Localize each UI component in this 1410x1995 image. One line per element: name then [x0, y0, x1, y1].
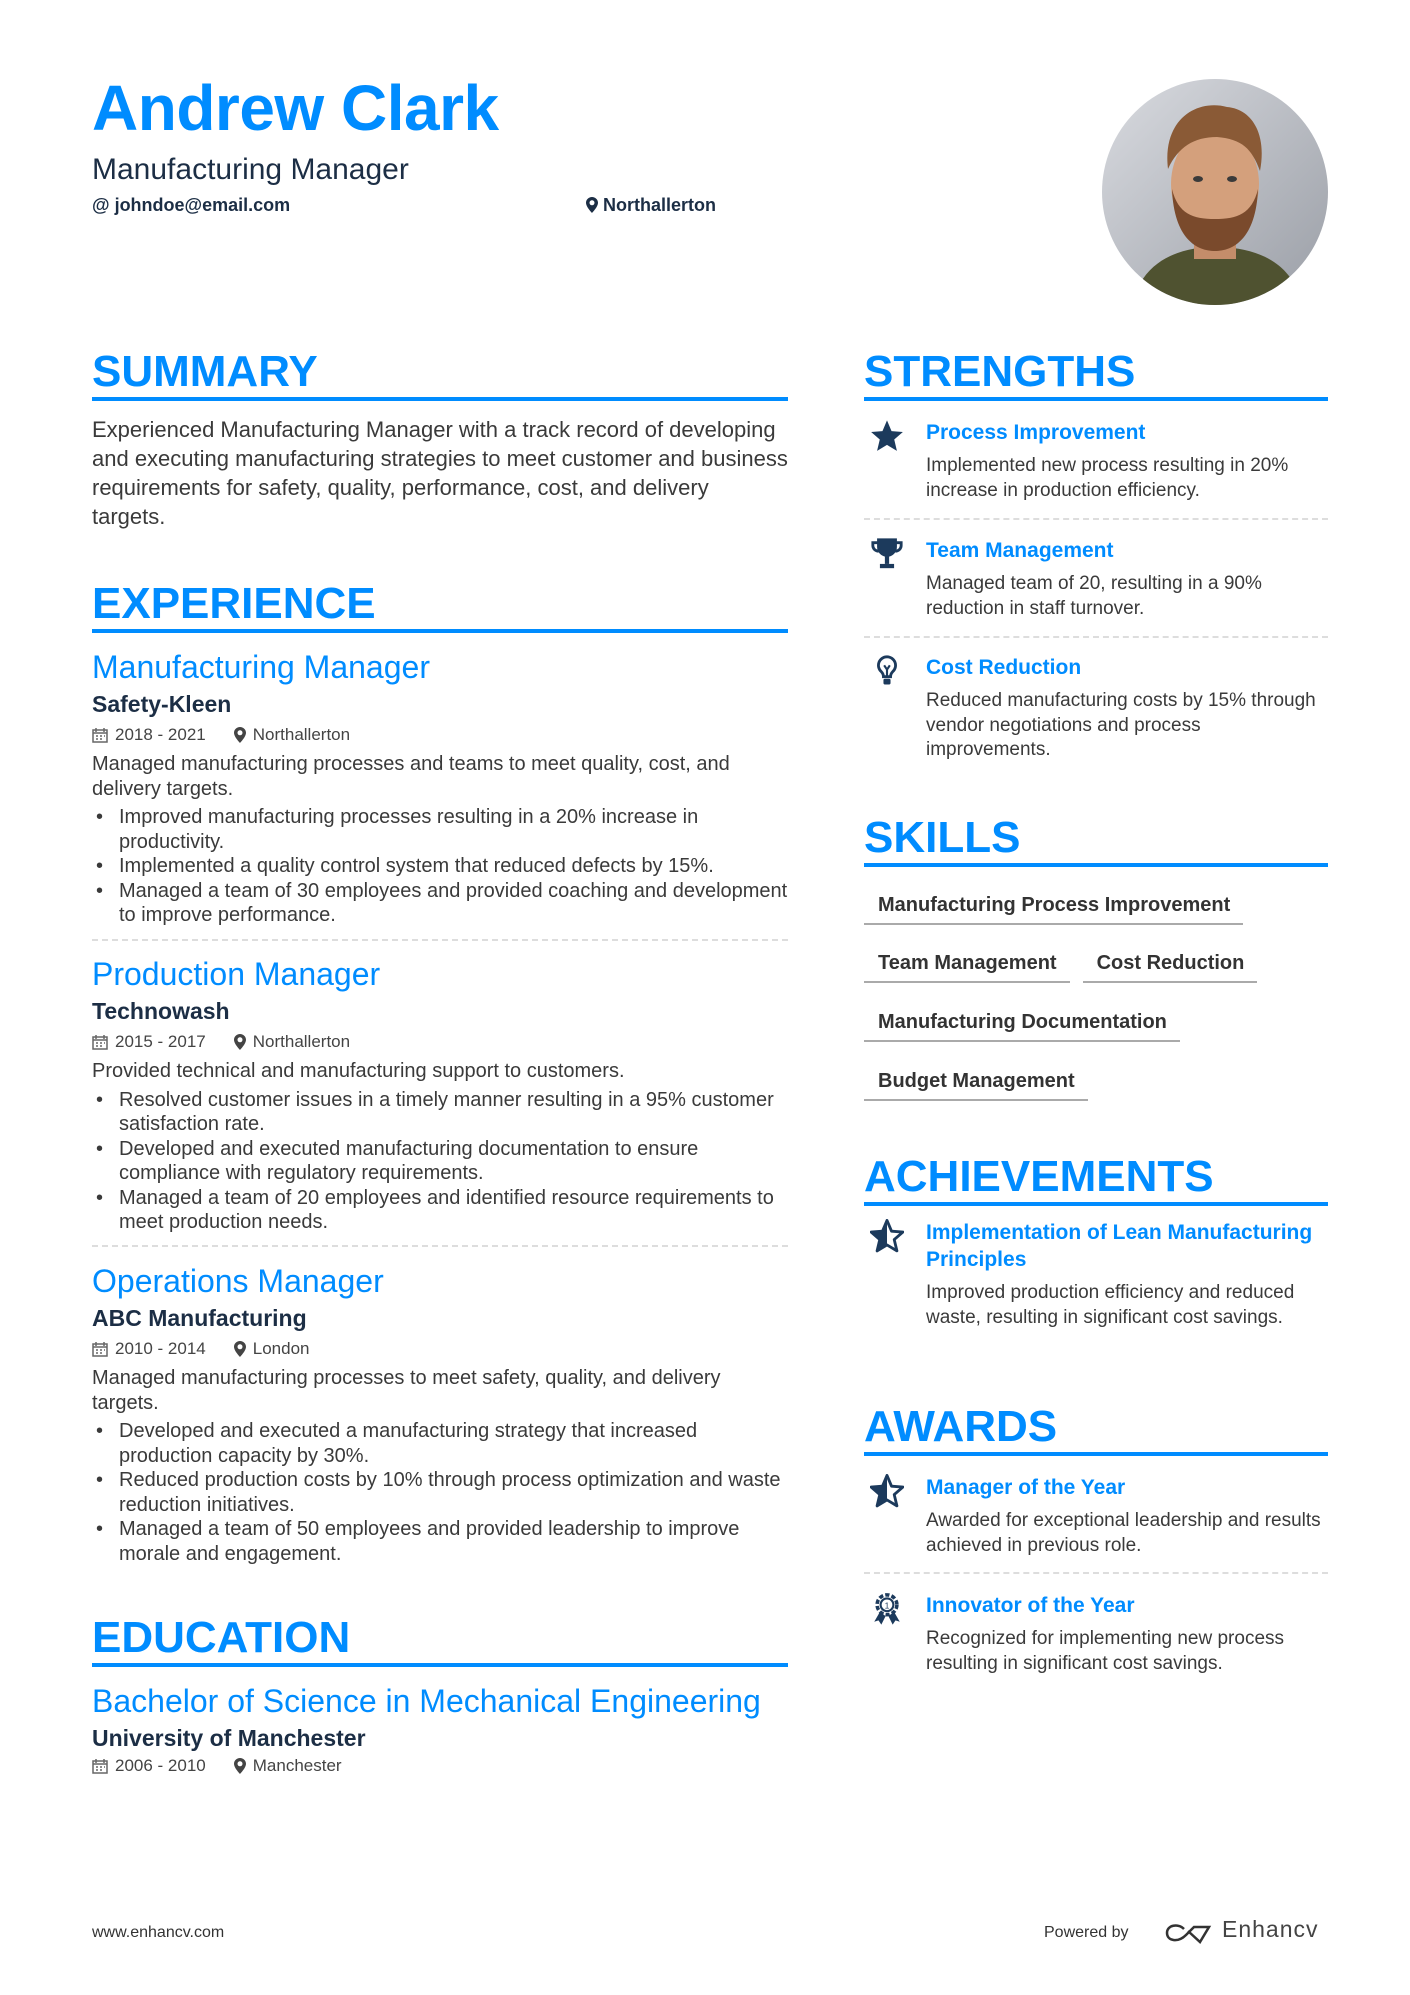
skills-row [864, 1009, 1180, 1042]
company-name: Safety-Kleen [92, 691, 232, 717]
bullet-item: • Developed and executed a manufacturing strategy that increased production capacity by 30%. [92, 1419, 788, 1468]
strengths-section [864, 347, 1328, 401]
skill-tag: Cost Reduction [1083, 950, 1258, 983]
website-link[interactable]: www.enhancv.com [92, 1924, 225, 1941]
strength-item-title: Team Management [926, 539, 1114, 562]
job-dates: 2015 - 2017 [115, 1032, 206, 1051]
job-entry [92, 954, 788, 1235]
bullet-item: • Managed a team of 50 employees and provided leadership to improve morale and engagement. [92, 1517, 788, 1566]
job-bullets [92, 1088, 788, 1235]
location-pin-icon [234, 1341, 246, 1357]
job-bullets [92, 805, 788, 928]
job-description: Managed manufacturing processes to meet safety, quality, and delivery targets. [92, 1367, 721, 1414]
divider [864, 1572, 1328, 1574]
at-icon: @ [92, 195, 110, 215]
awards-section [864, 1402, 1328, 1456]
skills-row [864, 1068, 1088, 1101]
location-pin-icon [234, 727, 246, 743]
location-pin-icon [234, 1034, 246, 1050]
summary-text: Experienced Manufacturing Manager with a track record of developing and executing manufacturing strategies to meet customer and business requirements for safety, quality, performance, cost, and delivery targets. [92, 417, 788, 529]
award-item-title: Innovator of the Year [926, 1594, 1135, 1617]
calendar-icon [92, 1034, 108, 1050]
strength-item-description: Implemented new process resulting in 20% increase in production efficiency. [926, 455, 1289, 501]
skill-tag: Team Management [864, 950, 1070, 983]
achievement-item-description: Improved production efficiency and reduced waste, resulting in significant cost savings. [926, 1282, 1295, 1328]
job-meta [92, 1336, 788, 1362]
bullet-item: • Resolved customer issues in a timely manner resulting in a 95% customer satisfaction rate. [92, 1088, 788, 1137]
achievement-item [864, 1219, 1328, 1330]
strengths-heading: STRENGTHS [864, 347, 1328, 401]
skill-tag: Manufacturing Process Improvement [864, 892, 1243, 925]
job-meta [92, 1029, 788, 1055]
company-name: Technowash [92, 998, 230, 1024]
skills-heading: SKILLS [864, 813, 1328, 867]
bullet-item: • Developed and executed manufacturing documentation to ensure compliance with regulatory requirements. [92, 1137, 788, 1186]
location-pin-icon [234, 1758, 246, 1774]
education-location: Manchester [252, 1756, 342, 1775]
job-dates: 2018 - 2021 [115, 725, 206, 744]
job-entry [92, 1261, 788, 1566]
location-text: Northallerton [603, 195, 717, 215]
strength-item [864, 419, 1328, 503]
job-location: London [252, 1339, 310, 1358]
job-entry [92, 647, 788, 928]
enhancv-brand: Enhancv [1222, 1916, 1319, 1942]
job-title: Production Manager [92, 956, 381, 992]
education-heading: EDUCATION [92, 1613, 788, 1667]
skills-section [864, 813, 1328, 867]
experience-section [92, 579, 788, 633]
school: University of Manchester [92, 1725, 366, 1751]
achievements-heading: ACHIEVEMENTS [864, 1152, 1328, 1206]
star-icon [870, 419, 904, 453]
summary-section [92, 347, 788, 531]
education-dates: 2006 - 2010 [115, 1756, 206, 1775]
strength-item [864, 537, 1328, 621]
trophy-icon [870, 537, 904, 571]
skill-tag: Budget Management [864, 1068, 1088, 1101]
degree: Bachelor of Science in Mechanical Engineering [92, 1683, 761, 1719]
divider [864, 518, 1328, 520]
strength-item-description: Managed team of 20, resulting in a 90% reduction in staff turnover. [926, 573, 1262, 619]
strength-item [864, 654, 1328, 763]
skills-row [864, 950, 1257, 983]
calendar-icon [92, 1341, 108, 1357]
strength-item-description: Reduced manufacturing costs by 15% through vendor negotiations and process improvements. [926, 690, 1316, 760]
awards-heading: AWARDS [864, 1402, 1328, 1456]
job-location: Northallerton [252, 1032, 351, 1051]
powered-by-label: Powered by [1044, 1924, 1129, 1941]
strength-item-title: Cost Reduction [926, 656, 1082, 679]
job-description: Provided technical and manufacturing support to customers. [92, 1060, 625, 1082]
lightbulb-icon [870, 654, 904, 688]
email-contact[interactable] [92, 194, 290, 216]
enhancv-logo-icon [1164, 1921, 1212, 1945]
education-section [92, 1613, 788, 1779]
medal-icon [870, 1592, 904, 1626]
job-location: Northallerton [252, 725, 351, 744]
bullet-item: • Managed a team of 20 employees and identified resource requirements to meet production needs. [92, 1186, 788, 1235]
job-bullets [92, 1419, 788, 1566]
email-text: johndoe@email.com [114, 195, 291, 215]
location-pin-icon [586, 197, 598, 213]
bullet-item: • Improved manufacturing processes resulting in a 20% increase in productivity. [92, 805, 788, 854]
bullet-item: • Managed a team of 30 employees and provided coaching and development to improve performance. [92, 879, 788, 928]
achievements-section [864, 1152, 1328, 1206]
divider [92, 1245, 788, 1247]
award-item-description: Awarded for exceptional leadership and results achieved in previous role. [926, 1510, 1321, 1556]
company-name: ABC Manufacturing [92, 1305, 307, 1331]
job-title: Manufacturing Manager [92, 649, 430, 685]
award-item-title: Manager of the Year [926, 1476, 1126, 1499]
education-meta [92, 1753, 788, 1779]
location-contact [586, 194, 716, 216]
half-star-icon [870, 1474, 904, 1508]
bullet-item: • Implemented a quality control system that reduced defects by 15%. [92, 854, 788, 879]
job-dates: 2010 - 2014 [115, 1339, 206, 1358]
job-title: Operations Manager [92, 1263, 384, 1299]
candidate-name: Andrew Clark [92, 72, 499, 144]
award-item-description: Recognized for implementing new process resulting in significant cost savings. [926, 1628, 1285, 1674]
svg-text:1: 1 [884, 1600, 890, 1611]
skills-row [864, 892, 1243, 925]
skill-tag: Manufacturing Documentation [864, 1009, 1180, 1042]
divider [864, 636, 1328, 638]
achievement-item-title: Implementation of Lean Manufacturing Principles [926, 1221, 1313, 1271]
calendar-icon [92, 1758, 108, 1774]
job-description: Managed manufacturing processes and teams to meet quality, cost, and delivery targets. [92, 753, 730, 800]
calendar-icon [92, 727, 108, 743]
candidate-title: Manufacturing Manager [92, 153, 409, 186]
strength-item-title: Process Improvement [926, 421, 1146, 444]
job-meta [92, 722, 788, 748]
bullet-item: • Reduced production costs by 10% through process optimization and waste reduction initiatives. [92, 1468, 788, 1517]
summary-heading: SUMMARY [92, 347, 788, 401]
award-item [864, 1474, 1328, 1558]
half-star-icon [870, 1219, 904, 1253]
profile-photo [1102, 79, 1328, 305]
award-item [864, 1592, 1328, 1676]
experience-heading: EXPERIENCE [92, 579, 788, 633]
divider [92, 939, 788, 941]
